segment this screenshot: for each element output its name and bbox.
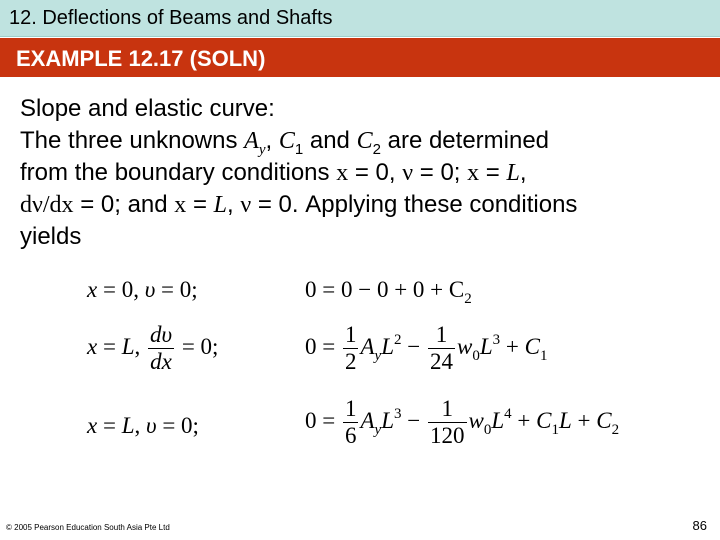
body-heading: Slope and elastic curve: bbox=[20, 95, 275, 122]
eq1-condition: x = 0, υ = 0; bbox=[87, 277, 198, 302]
copyright-notice: © 2005 Pearson Education South Asia Pte Ltd bbox=[6, 523, 170, 532]
body-line-3: dν/dx = 0; and x = L, ν = 0. Applying these conditions bbox=[20, 191, 578, 218]
eq1-result: $0 = 0 - 0 + 0 + C_2$ bbox=[305, 277, 472, 307]
eq2-fraction-1: $\frac{1}{2}$ bbox=[344, 322, 357, 374]
chapter-header-bar bbox=[0, 0, 720, 37]
eq2-fraction-2: $\frac{1}{24}$ bbox=[430, 322, 453, 374]
eq3-fraction-2: $\frac{1}{120}$ bbox=[430, 396, 465, 448]
page-number: 86 bbox=[692, 518, 707, 533]
body-text bbox=[20, 93, 710, 253]
eq2-result: 0 = $\frac{1}{2}$ $A_yL^2$ − $\frac{1}{24}$ $w_0L^3 + C_1$ bbox=[305, 322, 548, 374]
body-line-1: The three unknowns $A_y$, $C_1$ and $C_2$ are determined bbox=[20, 127, 550, 158]
eq3-result: 0 = $\frac{1}{6}$ $A_yL^3$ − $\frac{1}{120}$ $w_0L^4 + C_1L + C_2$ bbox=[305, 396, 620, 448]
body-line-4: yields bbox=[20, 223, 82, 250]
eq3-fraction-1: $\frac{1}{6}$ bbox=[344, 396, 357, 448]
chapter-title: 12. Deflections of Beams and Shafts bbox=[9, 7, 333, 29]
body-line-2: from the boundary conditions x = 0, ν = 0; x = L, bbox=[20, 159, 527, 186]
eq3-condition: x = L, υ = 0; bbox=[87, 413, 199, 438]
eq2-condition: x = L, $\frac{d\upsilon}{dx}$ = 0; bbox=[87, 322, 219, 374]
eq2-derivative-fraction: $\frac{d\upsilon}{dx}$ bbox=[150, 322, 173, 374]
example-title: EXAMPLE 12.17 (SOLN) bbox=[16, 46, 266, 71]
example-title-bar bbox=[0, 38, 720, 77]
